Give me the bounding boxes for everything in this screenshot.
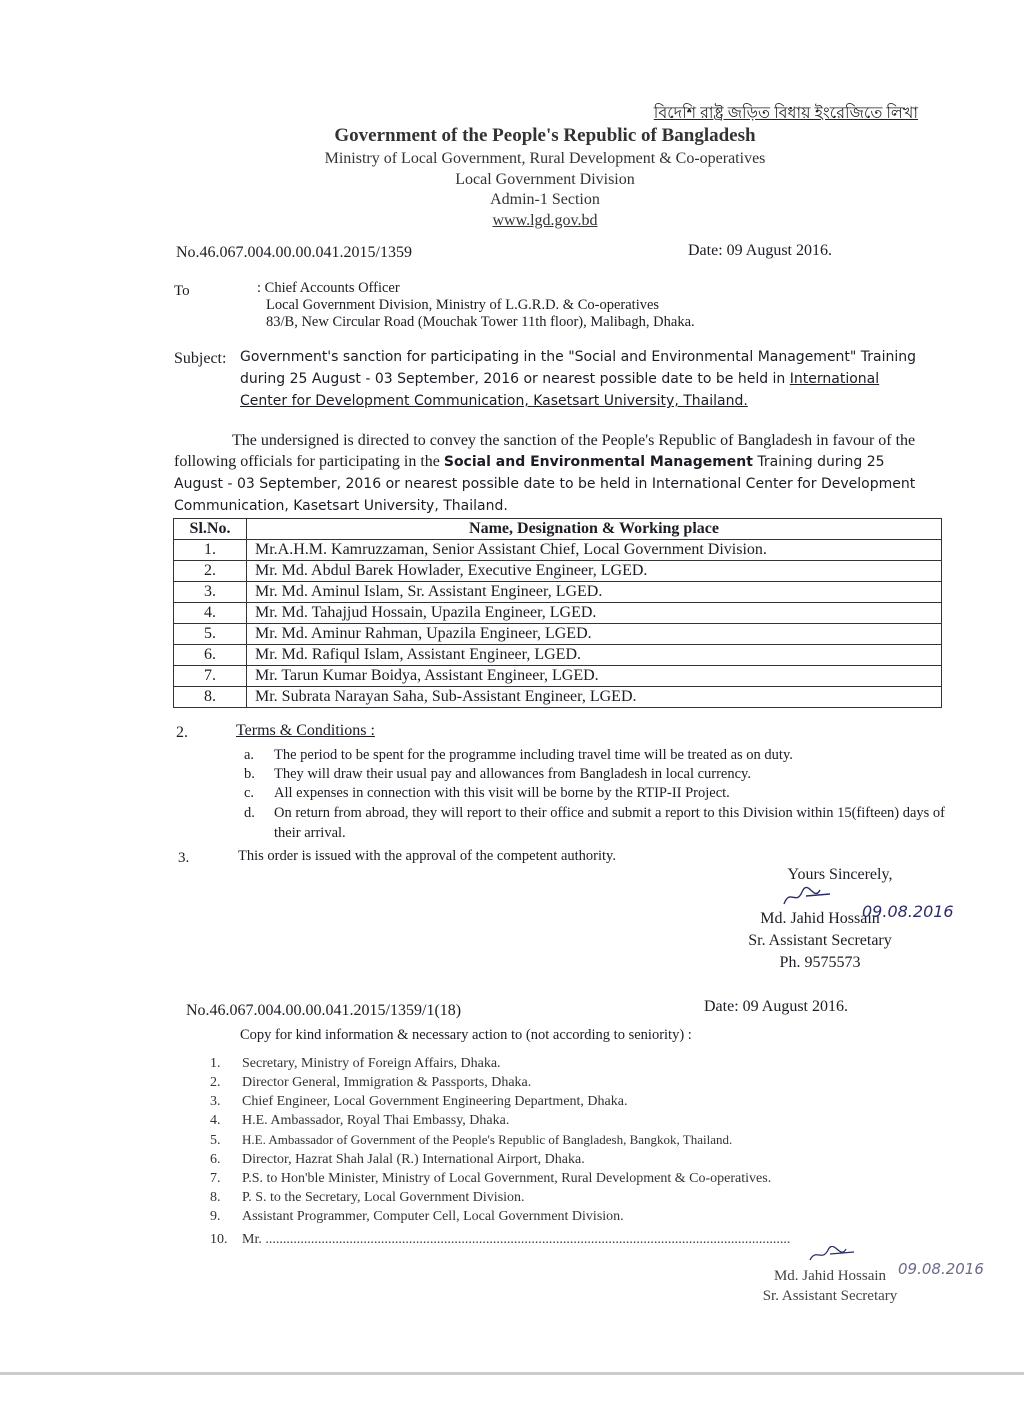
item-text: P. S. to the Secretary, Local Government Division. (242, 1190, 525, 1205)
item-text: P.S. to Hon'ble Minister, Ministry of Local Government, Rural Development & Co-operatives. (242, 1171, 772, 1186)
row-official: Mr. Subrata Narayan Saha, Sub-Assistant Engineer, LGED. (247, 687, 942, 708)
item-text: Chief Engineer, Local Government Engineering Department, Dhaka. (242, 1094, 628, 1109)
item-text: Secretary, Ministry of Foreign Affairs, Dhaka. (242, 1056, 501, 1071)
condition-item (244, 764, 934, 784)
row-sl: 1. (174, 540, 247, 561)
order-number: 3. (178, 850, 190, 866)
signatory-designation: Sr. Assistant Secretary (762, 1288, 898, 1304)
copy-reference-number: No.46.067.004.00.00.041.2015/1359/1(18) (186, 1002, 462, 1019)
list-item (210, 1169, 790, 1188)
table-row (174, 540, 942, 561)
row-sl: 8. (174, 687, 247, 708)
ministry-name: Ministry of Local Government, Rural Development & Co-operatives (324, 150, 766, 167)
row-sl: 7. (174, 666, 247, 687)
row-sl: 5. (174, 624, 247, 645)
handwritten-date: 09.08.2016 (862, 902, 954, 921)
list-item (210, 1130, 790, 1150)
item-number: 10. (210, 1232, 228, 1247)
table-row (174, 582, 942, 603)
signatory-name: Md. Jahid Hossain (773, 1268, 887, 1284)
item-number: 2. (210, 1075, 221, 1090)
row-official: Mr.A.H.M. Kamruzzaman, Senior Assistant Chief, Local Government Division. (247, 540, 942, 561)
item-number: 6. (210, 1152, 221, 1167)
row-sl: 4. (174, 603, 247, 624)
header-sl-no: Sl.No. (174, 519, 247, 540)
condition-letter: a. (244, 747, 255, 763)
item-number: 7. (210, 1171, 221, 1186)
recipient-line-3: 83/B, New Circular Road (Mouchak Tower 11th floor), Malibagh, Dhaka. (266, 314, 695, 330)
website-link[interactable]: www.lgd.gov.bd (492, 212, 598, 229)
row-sl: 6. (174, 645, 247, 666)
row-official: Mr. Md. Rafiqul Islam, Assistant Engineer, LGED. (247, 645, 942, 666)
signatory-designation: Sr. Assistant Secretary (748, 932, 892, 949)
item-number: 4. (210, 1113, 221, 1128)
table-row (174, 624, 942, 645)
item-text: Director General, Immigration & Passports, Dhaka. (242, 1075, 532, 1090)
memo-reference-number: No.46.067.004.00.00.041.2015/1359 (176, 244, 412, 261)
list-item (210, 1073, 790, 1092)
item-number: 1. (210, 1056, 221, 1071)
division-name: Local Government Division (455, 171, 635, 188)
condition-text: All expenses in connection with this visit will be borne by the RTIP-II Project. (274, 785, 730, 801)
recipient-address (257, 280, 695, 331)
list-item (210, 1054, 790, 1073)
item-number: 8. (210, 1190, 221, 1205)
handwritten-date: 09.08.2016 (898, 1260, 984, 1278)
list-item (210, 1188, 790, 1207)
copy-intro: Copy for kind information & necessary action to (not according to seniority) : (240, 1027, 692, 1043)
bangla-note: বিদেশি রাষ্ট্র জড়িত বিধায় ইংরেজিতে লিখা (653, 105, 918, 122)
list-item (210, 1230, 790, 1249)
item-text: Mr. ...................................................................................................................................................... (242, 1232, 791, 1247)
item-text: H.E. Ambassador, Royal Thai Embassy, Dhaka. (242, 1113, 510, 1128)
subject-venue: International Center for Development Communication, Kasetsart University, Thailand. (240, 371, 880, 409)
order-text: This order is issued with the approval of the competent authority. (238, 848, 616, 864)
item-text: H.E. Ambassador of Government of the People's Republic of Bangladesh, Bangkok, Thailand. (242, 1132, 733, 1147)
terms-title: Terms & Conditions : (236, 722, 375, 739)
item-number: 3. (210, 1094, 221, 1109)
condition-item (244, 783, 934, 803)
table-row (174, 561, 942, 582)
item-number: 5. (210, 1133, 221, 1148)
condition-text: They will draw their usual pay and allowances from Bangladesh in local currency. (274, 766, 751, 782)
condition-letter: c. (244, 785, 255, 801)
list-item (210, 1150, 790, 1169)
condition-item (244, 803, 964, 843)
item-text: Director, Hazrat Shah Jalal (R.) International Airport, Dhaka. (242, 1152, 585, 1167)
row-official: Mr. Md. Aminul Islam, Sr. Assistant Engineer, LGED. (247, 582, 942, 603)
row-sl: 2. (174, 561, 247, 582)
recipient-line-1: : Chief Accounts Officer (257, 280, 400, 296)
item-text: Assistant Programmer, Computer Cell, Local Government Division. (242, 1209, 624, 1224)
list-item (210, 1207, 790, 1226)
list-item (210, 1092, 790, 1111)
officials-table (173, 518, 942, 708)
closing-text: Yours Sincerely, (787, 866, 893, 883)
copy-recipients-list (210, 1054, 790, 1249)
government-title: Government of the People's Republic of Bangladesh (334, 125, 756, 146)
copy-date: Date: 09 August 2016. (704, 998, 848, 1015)
subject-text (240, 346, 924, 412)
sanction-paragraph (174, 430, 926, 517)
table-row (174, 666, 942, 687)
subject-body: Government's sanction for participating in the "Social and Environmental Management" Training during 25 August - 03 September, 2016 or nearest possible date to be held in (240, 349, 917, 387)
row-sl: 3. (174, 582, 247, 603)
signatory-phone: Ph. 9575573 (779, 954, 861, 971)
row-official: Mr. Md. Abdul Barek Howlader, Executive Engineer, LGED. (247, 561, 942, 582)
memo-date: Date: 09 August 2016. (688, 242, 832, 259)
subject-label: Subject: (174, 350, 227, 367)
to-label: To (174, 283, 190, 299)
table-row (174, 645, 942, 666)
item-number: 9. (210, 1209, 221, 1224)
table-row (174, 603, 942, 624)
list-item (210, 1111, 790, 1130)
table-row (174, 687, 942, 708)
condition-letter: b. (244, 766, 255, 782)
condition-text: The period to be spent for the programme including travel time will be treated as on duty. (274, 747, 793, 763)
signature-scribble-icon (780, 886, 840, 908)
section-name: Admin-1 Section (490, 191, 600, 208)
terms-number: 2. (176, 724, 188, 741)
page-edge-divider (0, 1372, 1024, 1375)
paragraph-part-2: Training during 25 August - 03 September, 2016 or nearest possible date to be held in International Center for Development Communication, Kasetsart University, Thailand. (174, 454, 916, 514)
paragraph-part-1: The undersigned is directed to convey the sanction of the People's Republic of Bangladesh in favour of the following officials for participating in the (174, 432, 916, 470)
row-official: Mr. Tarun Kumar Boidya, Assistant Engineer, LGED. (247, 666, 942, 687)
condition-item (244, 745, 934, 765)
header-name-designation: Name, Designation & Working place (247, 519, 942, 540)
paragraph-bold-training: Social and Environmental Management (443, 454, 753, 470)
table-header-row (174, 519, 942, 540)
condition-letter: d. (244, 805, 255, 821)
row-official: Mr. Md. Tahajjud Hossain, Upazila Engineer, LGED. (247, 603, 942, 624)
signature-scribble-icon (806, 1246, 866, 1264)
row-official: Mr. Md. Aminur Rahman, Upazila Engineer, LGED. (247, 624, 942, 645)
condition-text: On return from abroad, they will report to their office and submit a report to this Division within 15(fifteen) days of their arrival. (274, 805, 946, 841)
recipient-line-2: Local Government Division, Ministry of L.G.R.D. & Co-operatives (266, 297, 660, 313)
signatory-name: Md. Jahid Hossain (760, 910, 880, 927)
